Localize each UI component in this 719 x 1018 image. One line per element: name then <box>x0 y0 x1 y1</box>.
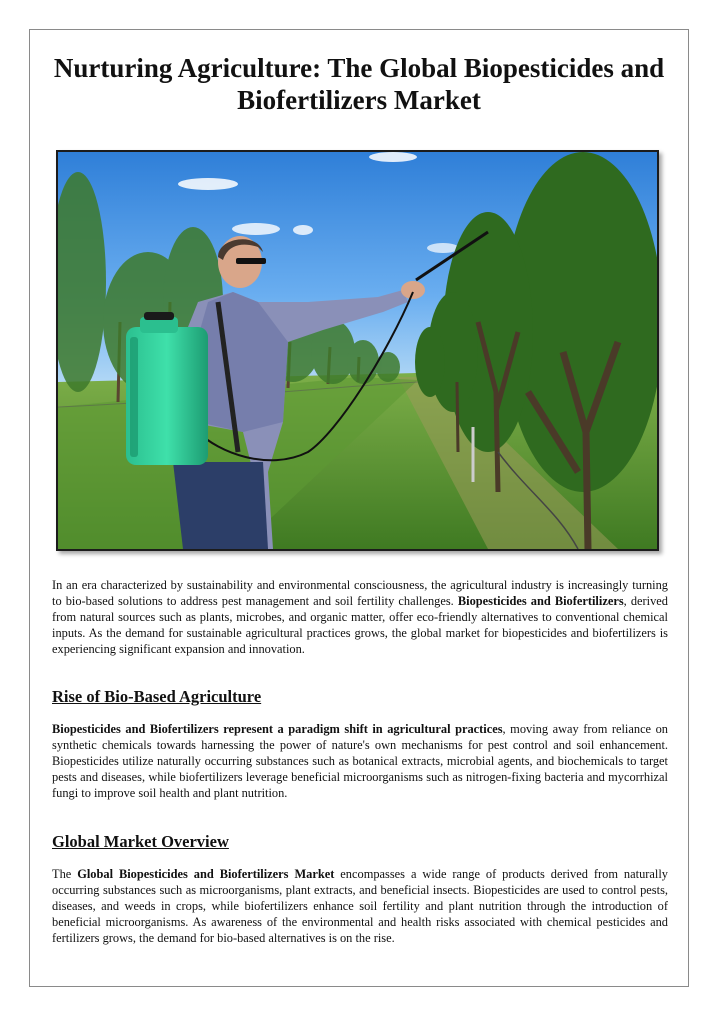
farmer-spraying-photo <box>56 150 659 551</box>
section-2-paragraph <box>52 866 668 946</box>
section-2-text-2: encompasses a wide range of products derived from naturally occurring substances such as microorganisms, plant extracts, and beneficial insects. Biopesticides are used to control pests, diseases, and weeds in crops, while biofertilizers enhance soil fertility and plant nutrition through the introduction of beneficial microorganisms. As awareness of the environmental and health risks associated with chemical pesticides and fertilizers grows, the demand for bio-based alternatives is on the rise. <box>52 867 668 946</box>
intro-text-1: In an era characterized by sustainability and environmental consciousness, the agricultural industry is increasingly turning to bio-based solutions to address pest management and soil fertility challenges. <box>52 578 668 609</box>
document-title: Nurturing Agriculture: The Global Biopesticides and Biofertilizers Market <box>53 53 665 115</box>
section-1-text: , moving away from reliance on synthetic chemicals towards harnessing the power of nature's own mechanisms for pest control and soil enhancement. Biopesticides utilize naturally occurring substances such as botanical extracts, microbial agents, and biochemicals to target pests and diseases, while biofertilizers leverage beneficial microorganisms such as nitrogen-fixing bacteria and mycorrhizal fungi to improve soil health and plant nutrition. <box>52 722 668 801</box>
section-2-text-1: The <box>52 867 78 881</box>
section-2-bold-term: Global Biopesticides and Biofertilizers Market <box>77 867 335 881</box>
document-page <box>29 29 689 987</box>
intro-bold-term: Biopesticides and Biofertilizers <box>457 594 624 609</box>
section-1-heading: Rise of Bio-Based Agriculture <box>52 687 262 706</box>
section-2-heading: Global Market Overview <box>52 832 229 851</box>
photo-illustration <box>58 152 657 549</box>
intro-paragraph <box>52 577 668 657</box>
section-1-bold-lead: Biopesticides and Biofertilizers represent a paradigm shift in agricultural practices <box>52 722 503 736</box>
intro-text-2: , derived from natural sources such as plants, microbes, and organic matter, offer eco-friendly alternatives to conventional chemical inputs. As the demand for sustainable agricultural practices grows, the global market for biopesticides and biofertilizers is experiencing significant expansion and innovation. <box>52 594 668 657</box>
section-1-paragraph <box>52 721 668 801</box>
